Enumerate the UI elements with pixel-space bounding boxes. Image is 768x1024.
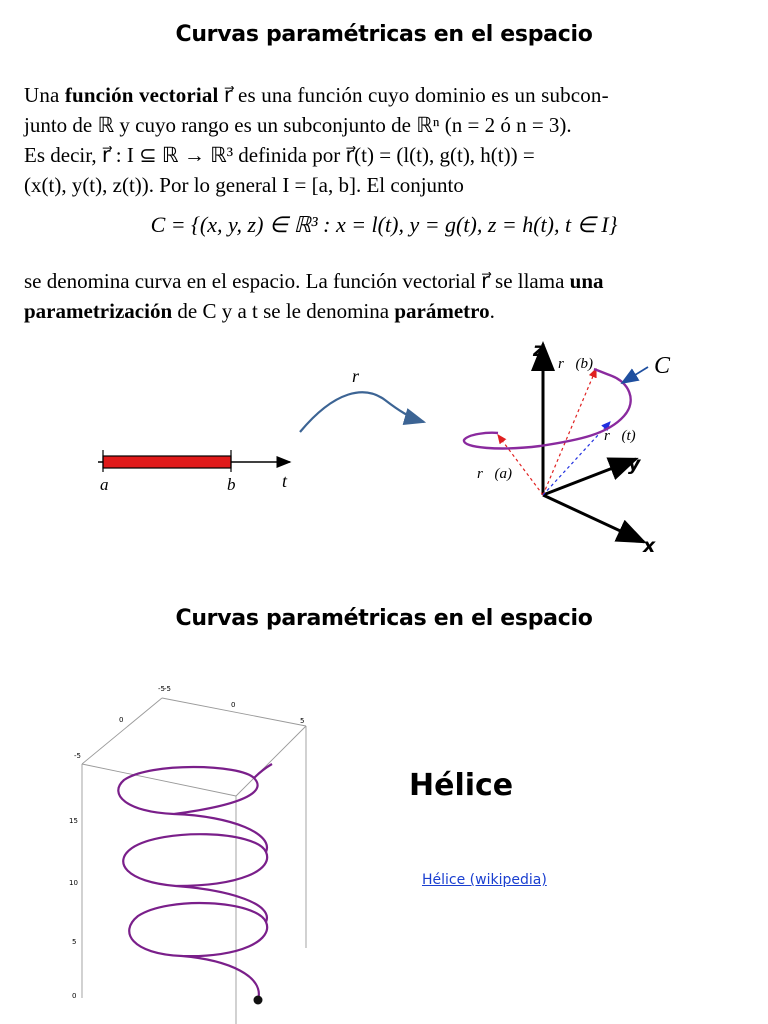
tick-top-left: -5 bbox=[158, 685, 165, 693]
y-axis bbox=[543, 459, 636, 495]
term-parametrizacion: parametrización bbox=[24, 299, 173, 323]
label-z: z bbox=[533, 339, 545, 361]
mapping-arrow bbox=[300, 392, 424, 432]
helix-wikipedia-link[interactable]: Hélice (wikipedia) bbox=[422, 872, 547, 888]
label-b: b bbox=[227, 475, 236, 494]
label-C: C bbox=[654, 353, 671, 379]
text: se denomina curva en el espacio. La función vectorial r⃗ se llama bbox=[24, 269, 570, 293]
slide1-title: Curvas paramétricas en el espacio bbox=[175, 22, 593, 47]
tick-left: 0 bbox=[119, 716, 124, 724]
text: r⃗ es una función cuyo dominio es un subcon- bbox=[218, 83, 609, 107]
helix-heading: Hélice bbox=[409, 768, 514, 803]
text: . bbox=[489, 299, 495, 323]
label-r-t: r⃗(t) bbox=[604, 428, 636, 444]
parametric-curve-diagram bbox=[0, 330, 768, 560]
tick-left: -5 bbox=[74, 752, 81, 760]
interval-bar bbox=[103, 456, 231, 468]
vector-r-a bbox=[498, 435, 543, 495]
tick-top: 5 bbox=[300, 717, 305, 725]
term-vector-function: función vectorial bbox=[64, 83, 219, 107]
interval-axis bbox=[98, 450, 290, 494]
text: (x(t), y(t), z(t)). Por lo general I = [a, b]. El conjunto bbox=[24, 173, 464, 197]
text: junto de ℝ y cuyo rango es un subconjunto de ℝⁿ (n = 2 ó n = 3). bbox=[24, 113, 572, 137]
label-r-a: r⃗(a) bbox=[477, 466, 512, 482]
label-a: a bbox=[100, 475, 109, 494]
label-t: t bbox=[282, 471, 288, 491]
axes-3d bbox=[532, 339, 656, 557]
text: Es decir, r⃗ : I ⊆ ℝ → ℝ³ definida por r⃗(t) = (l(t), g(t), h(t)) = bbox=[24, 143, 535, 167]
tick-top: -5 bbox=[164, 685, 171, 693]
tick-z: 15 bbox=[69, 817, 78, 825]
label-x: x bbox=[643, 535, 656, 557]
tick-z: 0 bbox=[72, 992, 77, 1000]
tick-z: 5 bbox=[72, 938, 77, 946]
term-parametro: parámetro bbox=[394, 299, 490, 323]
curve-pointer-arrow bbox=[622, 367, 648, 383]
text: de C y a t se le denomina bbox=[172, 299, 395, 323]
tick-z: 10 bbox=[69, 879, 78, 887]
slide2-title: Curvas paramétricas en el espacio bbox=[175, 606, 593, 631]
x-axis bbox=[543, 495, 644, 542]
definition-paragraph bbox=[24, 80, 746, 200]
label-r: r⃗ bbox=[352, 366, 374, 386]
tick-top: 0 bbox=[231, 701, 236, 709]
helix-curve-lower bbox=[129, 903, 267, 1000]
label-r-b: r⃗(b) bbox=[558, 356, 593, 372]
curve-set-formula: C = {(x, y, z) ∈ ℝ³ : x = l(t), y = g(t), z = h(t), t ∈ I} bbox=[150, 212, 618, 237]
helix-plot bbox=[60, 678, 330, 1024]
plot-ticks bbox=[69, 685, 304, 1000]
helix-start-point bbox=[254, 996, 263, 1005]
helix-curve-end bbox=[254, 764, 272, 778]
plot-box bbox=[82, 698, 306, 1024]
box-edge bbox=[236, 726, 306, 796]
label-y: y bbox=[628, 453, 641, 475]
parametrization-paragraph bbox=[24, 266, 746, 326]
text: Una bbox=[24, 83, 65, 107]
box-edge bbox=[82, 698, 162, 764]
term-una: una bbox=[569, 269, 604, 293]
